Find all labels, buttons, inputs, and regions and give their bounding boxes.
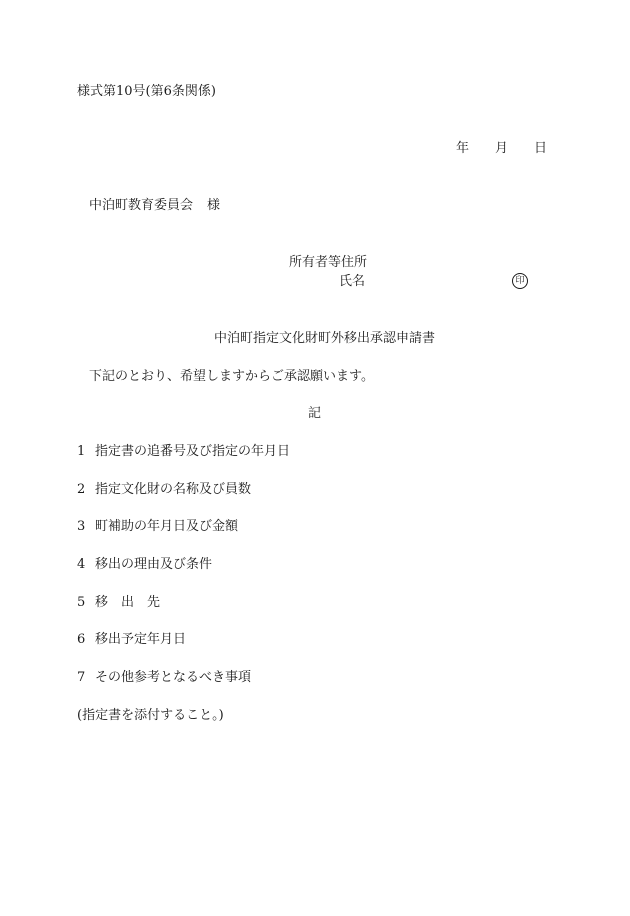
item-number: 4 (77, 557, 86, 572)
date-line (456, 141, 547, 157)
item-text: その他参考となるべき事項 (95, 670, 252, 685)
owner-name-label: 氏名 (339, 274, 366, 289)
owner-address-label: 所有者等住所 (289, 255, 368, 270)
item-text: 移 出 先 (95, 595, 161, 610)
attachment-note: (指定書を添付すること。) (77, 708, 224, 723)
list-item (77, 519, 238, 535)
list-item (77, 595, 160, 611)
form-number: 様式第10号(第6条関係) (77, 84, 216, 99)
addressee (89, 198, 220, 214)
item-number: 3 (77, 519, 86, 534)
list-item (77, 557, 212, 573)
item-number: 2 (77, 482, 86, 497)
date-year-label: 年 (456, 141, 470, 156)
document-title: 中泊町指定文化財町外移出承認申請書 (214, 331, 436, 346)
date-day-label: 日 (534, 141, 548, 156)
ki-heading: 記 (308, 406, 322, 421)
item-text: 移出予定年月日 (95, 632, 187, 647)
list-item (77, 632, 186, 648)
item-number: 6 (77, 632, 86, 647)
addressee-name: 中泊町教育委員会 (89, 198, 194, 213)
intro-text: 下記のとおり、希望しますからご承認願います。 (89, 369, 374, 384)
seal-mark: 印 (512, 273, 528, 289)
item-text: 指定文化財の名称及び員数 (95, 482, 252, 497)
item-text: 指定書の追番号及び指定の年月日 (95, 444, 291, 459)
list-item (77, 444, 290, 460)
item-number: 5 (77, 595, 86, 610)
list-item (77, 482, 251, 498)
addressee-honorific: 様 (207, 198, 221, 213)
item-number: 7 (77, 670, 86, 685)
item-text: 移出の理由及び条件 (95, 557, 213, 572)
date-month-label: 月 (495, 141, 509, 156)
item-text: 町補助の年月日及び金額 (95, 519, 239, 534)
item-number: 1 (77, 444, 86, 459)
list-item (77, 670, 251, 686)
